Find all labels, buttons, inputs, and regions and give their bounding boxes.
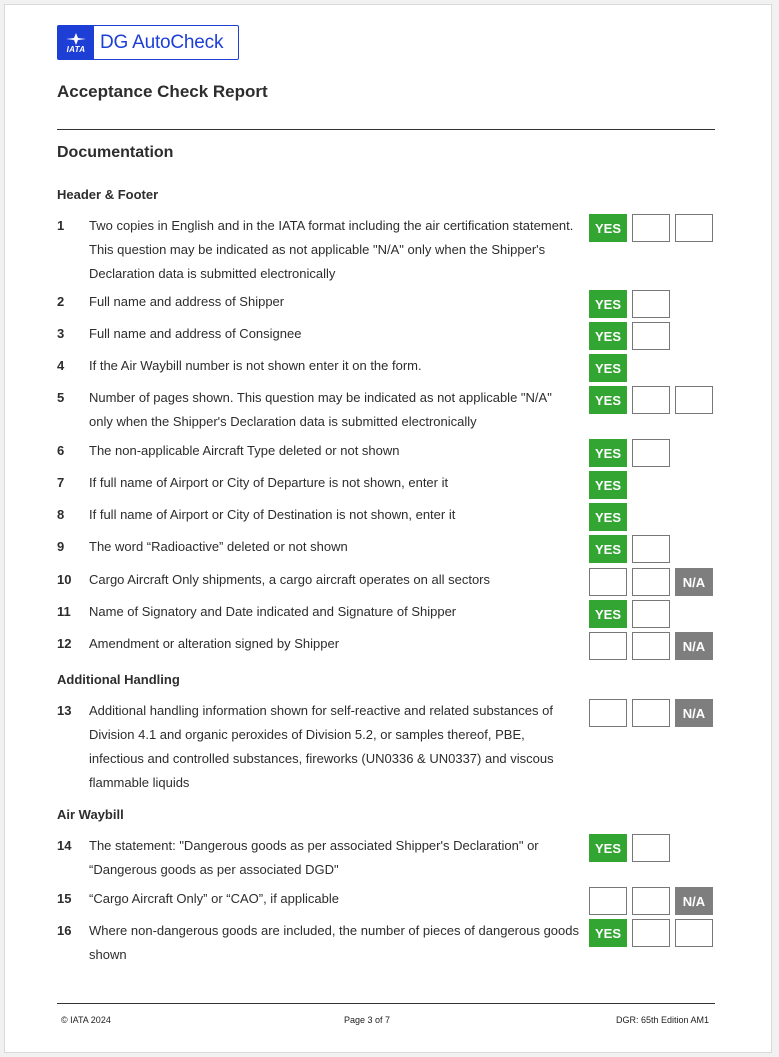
item-number: 14 [57, 838, 72, 853]
answer-yes[interactable]: YES [589, 503, 627, 531]
item-number: 11 [57, 604, 71, 619]
answer-yes[interactable]: YES [589, 322, 627, 350]
answer-cell[interactable] [589, 887, 627, 915]
answer-cell[interactable] [632, 439, 670, 467]
answer-cell[interactable] [632, 632, 670, 660]
dg-autocheck-logo [57, 25, 239, 60]
item-text: Full name and address of Shipper [89, 294, 285, 309]
answer-yes[interactable]: YES [589, 600, 627, 628]
item-text: Two copies in English and in the IATA format including the air certification statement. This question may be indicated as not applicable "N/A" only when the Shipper's Declaration data is submitted electronically [89, 218, 574, 281]
footer-rule [57, 1003, 715, 1004]
answer-cell[interactable] [632, 386, 670, 414]
item-number: 15 [57, 891, 72, 906]
answer-cell[interactable] [632, 535, 670, 563]
answer-cell[interactable] [632, 322, 670, 350]
header-rule [57, 129, 715, 130]
item-text: If the Air Waybill number is not shown enter it on the form. [89, 358, 422, 373]
item-text: Number of pages shown. This question may be indicated as not applicable "N/A" only when the Shipper's Declaration data is submitted electronically [89, 390, 552, 429]
item-text: Additional handling information shown for self-reactive and related substances of Division 4.1 and organic peroxides of Division 5.2, or samples thereof, PBE, infectious and controlled substances, fireworks (UN0336 & UN0337) and viscous flammable liquids [89, 703, 554, 790]
answer-yes[interactable]: YES [589, 354, 627, 382]
item-text: Full name and address of Consignee [89, 326, 302, 341]
subhead-header-footer: Header & Footer [57, 187, 159, 202]
iata-logo-icon [58, 26, 94, 59]
answer-na[interactable]: N/A [675, 699, 713, 727]
item-text: If full name of Airport or City of Destination is not shown, enter it [89, 507, 456, 522]
answer-na[interactable]: N/A [675, 887, 713, 915]
section-title: Documentation [57, 144, 174, 161]
item-number: 12 [57, 636, 72, 651]
item-text: Name of Signatory and Date indicated and Signature of Shipper [89, 604, 457, 619]
item-text: Cargo Aircraft Only shipments, a cargo aircraft operates on all sectors [89, 572, 491, 587]
answer-cell[interactable] [589, 632, 627, 660]
answer-cell[interactable] [632, 214, 670, 242]
item-number: 8 [57, 507, 65, 522]
answer-cell[interactable] [632, 887, 670, 915]
answer-yes[interactable]: YES [589, 214, 627, 242]
footer-copyright: © IATA 2024 [61, 1015, 111, 1025]
answer-cell[interactable] [675, 214, 713, 242]
item-number: 6 [57, 443, 65, 458]
item-text: The non-applicable Aircraft Type deleted or not shown [89, 443, 400, 458]
item-number: 13 [57, 703, 72, 718]
answer-yes[interactable]: YES [589, 919, 627, 947]
item-number: 10 [57, 572, 72, 587]
item-number: 5 [57, 390, 65, 405]
answer-yes[interactable]: YES [589, 386, 627, 414]
item-text: Where non-dangerous goods are included, the number of pieces of dangerous goods shown [89, 923, 579, 962]
item-text: The word “Radioactive” deleted or not shown [89, 539, 348, 554]
answer-yes[interactable]: YES [589, 535, 627, 563]
item-text: If full name of Airport or City of Departure is not shown, enter it [89, 475, 449, 490]
answer-na[interactable]: N/A [675, 632, 713, 660]
footer-page-number: Page 3 of 7 [344, 1015, 391, 1025]
item-number: 7 [57, 475, 65, 490]
answer-cell[interactable] [632, 834, 670, 862]
answer-yes[interactable]: YES [589, 290, 627, 318]
subhead-additional-handling: Additional Handling [57, 672, 180, 687]
answer-cell[interactable] [589, 568, 627, 596]
answer-cell[interactable] [675, 386, 713, 414]
item-number: 16 [57, 923, 72, 938]
answer-cell[interactable] [589, 699, 627, 727]
answer-cell[interactable] [632, 290, 670, 318]
logo-mark-text: IATA [66, 44, 86, 54]
answer-cell[interactable] [632, 919, 670, 947]
subhead-air-waybill: Air Waybill [57, 807, 124, 822]
answer-yes[interactable]: YES [589, 439, 627, 467]
brand-name: DG AutoCheck [100, 31, 224, 53]
answer-cell[interactable] [632, 568, 670, 596]
item-text: Amendment or alteration signed by Shipper [89, 636, 340, 651]
item-number: 4 [57, 358, 65, 373]
item-text: “Cargo Aircraft Only” or “CAO”, if applicable [89, 891, 339, 906]
item-text: The statement: "Dangerous goods as per associated Shipper's Declaration" or “Dangerous goods as per associated DGD" [89, 838, 539, 877]
answer-cell[interactable] [675, 919, 713, 947]
item-number: 1 [57, 218, 65, 233]
item-number: 9 [57, 539, 65, 554]
answer-na[interactable]: N/A [675, 568, 713, 596]
footer-edition: DGR: 65th Edition AM1 [616, 1015, 710, 1025]
answer-cell[interactable] [632, 600, 670, 628]
answer-yes[interactable]: YES [589, 471, 627, 499]
item-number: 2 [57, 294, 65, 309]
answer-cell[interactable] [632, 699, 670, 727]
answer-yes[interactable]: YES [589, 834, 627, 862]
item-number: 3 [57, 326, 65, 341]
report-title: Acceptance Check Report [57, 82, 268, 101]
